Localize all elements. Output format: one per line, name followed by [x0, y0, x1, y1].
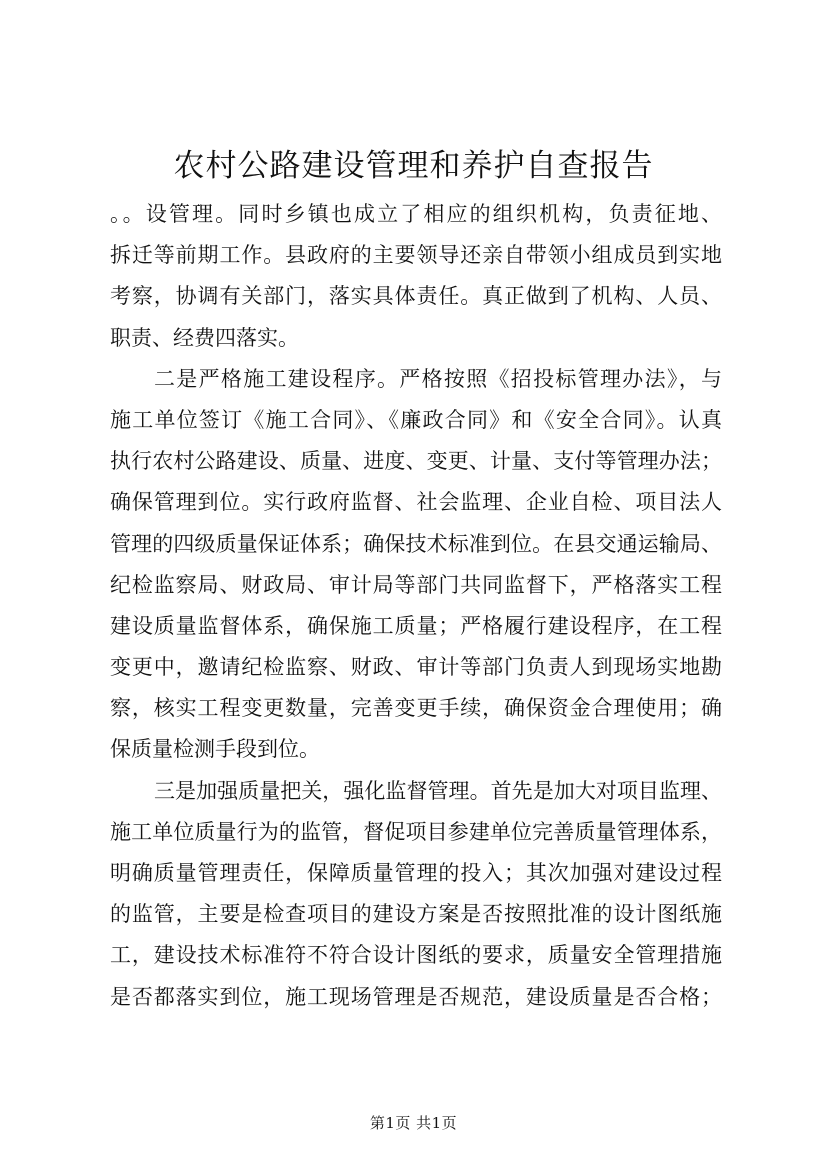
body-line: 。。设管理。同时乡镇也成立了相应的组织机构，负责征地、: [110, 202, 722, 226]
body-line: 确保管理到位。实行政府监督、社会监理、企业自检、项目法人: [110, 490, 722, 515]
body-line: 保质量检测手段到位。: [110, 737, 320, 762]
body-line: 施工单位签订《施工合同》、《廉政合同》和《安全合同》。认真: [110, 407, 722, 432]
body-line: 是否都落实到位，施工现场管理是否规范，建设质量是否合格；: [110, 984, 722, 1009]
page-footer: 第1页 共1页: [369, 1114, 458, 1132]
body-line: 拆迁等前期工作。县政府的主要领导还亲自带领小组成员到实地: [110, 243, 722, 268]
body-line: 的监管，主要是检查项目的建设方案是否按照批准的设计图纸施: [110, 902, 722, 927]
body-line: 执行农村公路建设、质量、进度、变更、计量、支付等管理办法；: [110, 449, 722, 474]
body-line: 施工单位质量行为的监管，督促项目参建单位完善质量管理体系，: [110, 819, 722, 844]
document-body: [110, 194, 722, 1018]
body-line: 二是严格施工建设程序。严格按照《招投标管理办法》，与: [154, 366, 722, 391]
body-line: 察，核实工程变更数量，完善变更手续，确保资金合理使用；确: [110, 696, 722, 721]
body-line: 变更中，邀请纪检监察、财政、审计等部门负责人到现场实地勘: [110, 655, 722, 680]
body-line: 建设质量监督体系，确保施工质量；严格履行建设程序，在工程: [110, 613, 722, 638]
document-title: 农村公路建设管理和养护自查报告: [173, 148, 654, 184]
body-line: 工，建设技术标准符不符合设计图纸的要求，质量安全管理措施: [110, 943, 722, 968]
body-line: 明确质量管理责任，保障质量管理的投入；其次加强对建设过程: [110, 861, 722, 885]
body-line: 三是加强质量把关，强化监督管理。首先是加大对项目监理、: [154, 778, 722, 803]
body-line: 纪检监察局、财政局、审计局等部门共同监督下，严格落实工程: [110, 572, 722, 597]
body-line: 考察，协调有关部门，落实具体责任。真正做到了机构、人员、: [110, 284, 722, 309]
body-line: 管理的四级质量保证体系；确保技术标准到位。在县交通运输局、: [110, 531, 722, 556]
body-line: 职责、经费四落实。: [110, 325, 299, 350]
